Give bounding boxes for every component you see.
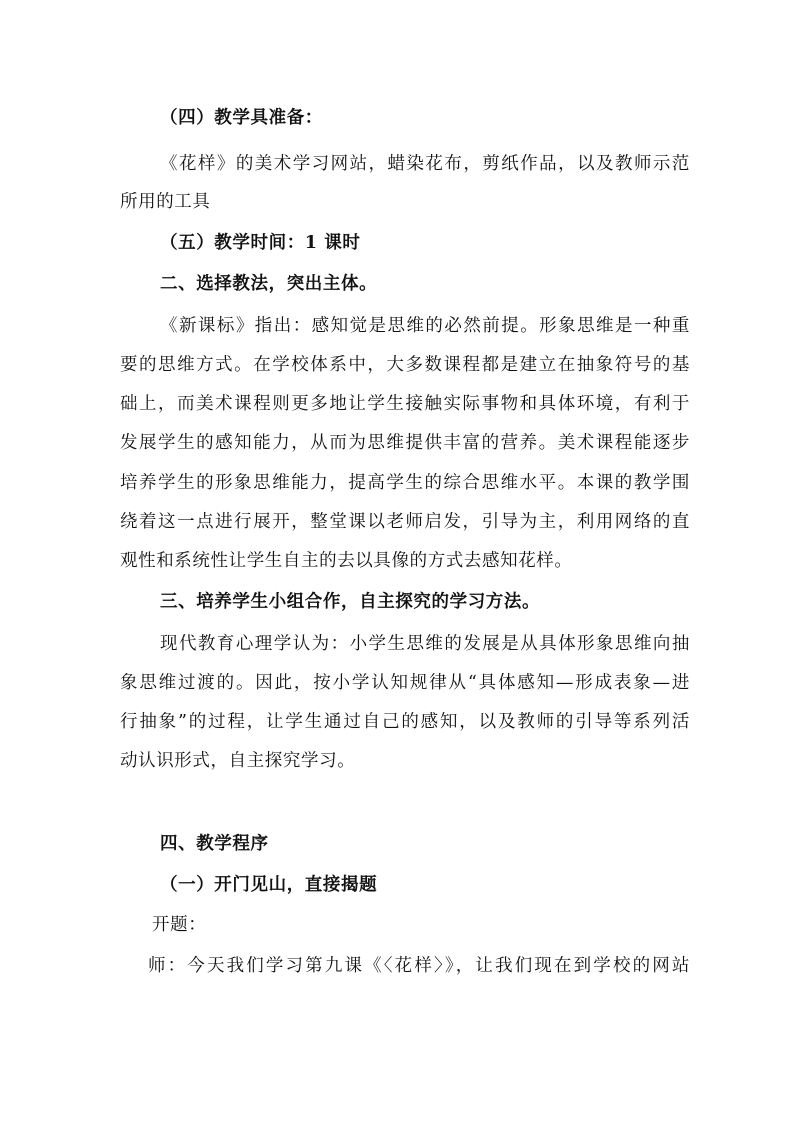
- section-heading-teaching-method: 二、选择教法，突出主体。: [160, 274, 378, 294]
- paragraph-line: 观性和系统性让学生自主的去以具像的方式去感知花样。: [120, 551, 573, 571]
- subheading-opening: （一）开门见山，直接揭题: [160, 875, 378, 895]
- paragraph-line: 《花样》的美术学习网站，蜡染花布，剪纸作品，以及教师示范: [160, 154, 690, 174]
- paragraph-line: 师：今天我们学习第九课《〈花样〉》，让我们现在到学校的网站: [148, 956, 690, 976]
- subheading-teaching-materials: （四）教学具准备：: [160, 108, 323, 128]
- paragraph-line: 所用的工具: [120, 192, 211, 212]
- paragraph-line: 要的思维方式。在学校体系中，大多数课程都是建立在抽象符号的基: [120, 355, 690, 375]
- paragraph-line: 发展学生的感知能力，从而为思维提供丰富的营养。美术课程能逐步: [120, 433, 690, 453]
- paragraph-line: 象思维过渡的。因此，按小学认知规律从“具体感知—形成表象—进: [120, 673, 690, 693]
- paragraph-line: 绕着这一点进行展开，整堂课以老师启发，引导为主，利用网络的直: [120, 512, 690, 532]
- paragraph-line: 动认识形式，自主探究学习。: [120, 751, 356, 771]
- section-heading-cooperative-learning: 三、培养学生小组合作，自主探究的学习方法。: [160, 592, 541, 612]
- paragraph-line: 开题：: [152, 915, 207, 935]
- paragraph-line: 培养学生的形象思维能力，提高学生的综合思维水平。本课的教学围: [120, 473, 690, 493]
- paragraph-line: 现代教育心理学认为：小学生思维的发展是从具体形象思维向抽: [160, 634, 690, 654]
- paragraph-line: 行抽象”的过程，让学生通过自己的感知，以及教师的引导等系列活: [120, 712, 690, 732]
- subheading-teaching-time: （五）教学时间：1 课时: [160, 233, 361, 253]
- paragraph-line: 础上，而美术课程则更多地让学生接触实际事物和具体环境，有利于: [120, 394, 690, 414]
- paragraph-line: 《新课标》指出：感知觉是思维的必然前提。形象思维是一种重: [160, 316, 690, 336]
- section-heading-teaching-procedure: 四、教学程序: [160, 834, 269, 854]
